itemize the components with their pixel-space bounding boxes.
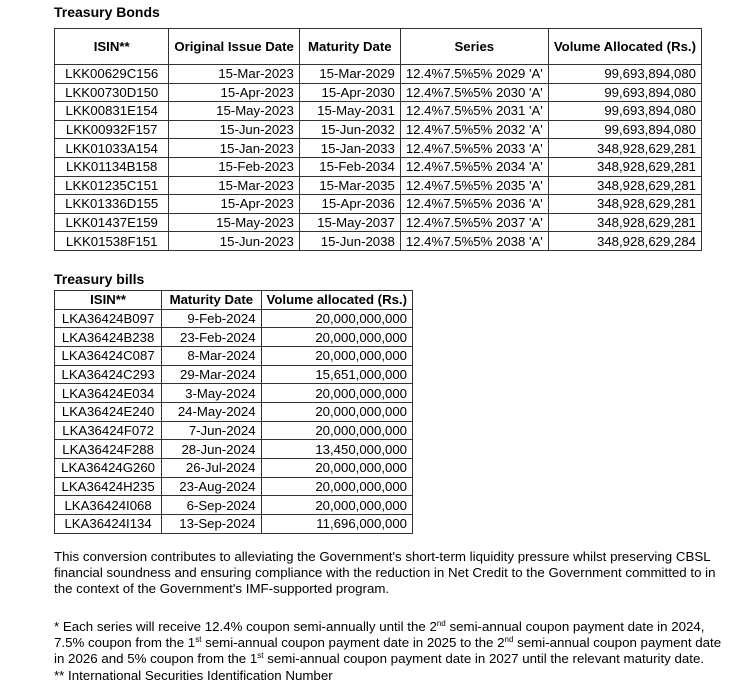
isin-cell: LKK01437E159 [55,213,169,232]
volume-allocated-cell: 348,928,629,284 [548,232,701,251]
isin-cell: LKA36424B238 [55,328,162,347]
original-issue-date-cell: 15-Jun-2023 [169,232,299,251]
isin-cell: LKK00730D150 [55,83,169,102]
header-maturity-date: Maturity Date [299,29,400,65]
bills-row [55,496,413,515]
series-cell: 12.4%7.5%5% 2033 'A' [400,139,548,158]
volume-allocated-cell: 20,000,000,000 [261,477,412,496]
header-isin: ISIN** [55,29,169,65]
isin-cell: LKK01336D155 [55,195,169,214]
bills-row [55,515,413,534]
series-cell: 12.4%7.5%5% 2032 'A' [400,120,548,139]
bills-row [55,440,413,459]
isin-cell: LKK00831E154 [55,102,169,121]
bills-row [55,365,413,384]
maturity-date-cell: 7-Jun-2024 [162,421,261,440]
header-volume-allocated: Volume allocated (Rs.) [261,291,412,310]
coupon-footnote: * Each series will receive 12.4% coupon semi-annually until the 2nd semi-annual coupon payment date in 2024, 7.5% coupon from the 1st semi-annual coupon payment date in 2025 to the 2nd semi-annual coupon payment date in 2026 and 5% coupon from the 1st semi-annual coupon payment date in 2027 until the relevant maturity date. [54,619,722,667]
volume-allocated-cell: 99,693,894,080 [548,65,701,84]
volume-allocated-cell: 20,000,000,000 [261,309,412,328]
original-issue-date-cell: 15-Feb-2023 [169,157,299,176]
bonds-header-row [55,29,702,65]
bonds-row [55,232,702,251]
volume-allocated-cell: 99,693,894,080 [548,120,701,139]
series-cell: 12.4%7.5%5% 2030 'A' [400,83,548,102]
isin-cell: LKA36424F288 [55,440,162,459]
isin-cell: LKA36424H235 [55,477,162,496]
series-cell: 12.4%7.5%5% 2038 'A' [400,232,548,251]
bonds-row [55,83,702,102]
maturity-date-cell: 15-Apr-2036 [299,195,400,214]
volume-allocated-cell: 348,928,629,281 [548,139,701,158]
bills-row [55,403,413,422]
original-issue-date-cell: 15-Jun-2023 [169,120,299,139]
maturity-date-cell: 6-Sep-2024 [162,496,261,515]
volume-allocated-cell: 20,000,000,000 [261,403,412,422]
volume-allocated-cell: 348,928,629,281 [548,195,701,214]
isin-cell: LKK01235C151 [55,176,169,195]
bills-row [55,477,413,496]
maturity-date-cell: 15-Apr-2030 [299,83,400,102]
series-cell: 12.4%7.5%5% 2035 'A' [400,176,548,195]
isin-cell: LKK01134B158 [55,157,169,176]
series-cell: 12.4%7.5%5% 2034 'A' [400,157,548,176]
isin-cell: LKK01033A154 [55,139,169,158]
volume-allocated-cell: 348,928,629,281 [548,176,701,195]
footnotes [54,619,734,684]
treasury-bonds-table [54,28,702,251]
original-issue-date-cell: 15-Apr-2023 [169,83,299,102]
volume-allocated-cell: 20,000,000,000 [261,384,412,403]
bonds-row [55,195,702,214]
header-volume-allocated: Volume Allocated (Rs.) [548,29,701,65]
header-original-issue-date: Original Issue Date [169,29,299,65]
maturity-date-cell: 15-Jun-2038 [299,232,400,251]
maturity-date-cell: 3-May-2024 [162,384,261,403]
maturity-date-cell: 15-Mar-2035 [299,176,400,195]
isin-cell: LKA36424I134 [55,515,162,534]
maturity-date-cell: 26-Jul-2024 [162,459,261,478]
treasury-bonds-title: Treasury Bonds [54,4,160,20]
bills-row [55,421,413,440]
bonds-row [55,102,702,121]
maturity-date-cell: 15-Mar-2029 [299,65,400,84]
treasury-bills-title: Treasury bills [54,271,145,287]
isin-cell: LKK00932F157 [55,120,169,139]
original-issue-date-cell: 15-May-2023 [169,213,299,232]
isin-cell: LKA36424G260 [55,459,162,478]
original-issue-date-cell: 15-Apr-2023 [169,195,299,214]
original-issue-date-cell: 15-Jan-2023 [169,139,299,158]
volume-allocated-cell: 11,696,000,000 [261,515,412,534]
volume-allocated-cell: 20,000,000,000 [261,459,412,478]
isin-cell: LKA36424C087 [55,346,162,365]
volume-allocated-cell: 20,000,000,000 [261,496,412,515]
maturity-date-cell: 15-May-2031 [299,102,400,121]
maturity-date-cell: 23-Aug-2024 [162,477,261,496]
maturity-date-cell: 9-Feb-2024 [162,309,261,328]
bonds-row [55,213,702,232]
maturity-date-cell: 15-Jan-2033 [299,139,400,158]
conversion-paragraph: This conversion contributes to alleviating the Government's short-term liquidity pressure whilst preserving CBSL financial soundness and ensuring compliance with the reduction in Net Credit to the Government committed to in the context of the Government's IMF-supported program. [54,549,716,597]
bills-row [55,346,413,365]
series-cell: 12.4%7.5%5% 2029 'A' [400,65,548,84]
bonds-row [55,157,702,176]
maturity-date-cell: 24-May-2024 [162,403,261,422]
series-cell: 12.4%7.5%5% 2031 'A' [400,102,548,121]
bonds-row [55,120,702,139]
isin-cell: LKA36424F072 [55,421,162,440]
bills-row [55,459,413,478]
bonds-row [55,65,702,84]
volume-allocated-cell: 13,450,000,000 [261,440,412,459]
volume-allocated-cell: 20,000,000,000 [261,421,412,440]
header-maturity-date: Maturity Date [162,291,261,310]
bonds-row [55,139,702,158]
bills-row [55,384,413,403]
header-isin: ISIN** [55,291,162,310]
maturity-date-cell: 29-Mar-2024 [162,365,261,384]
isin-cell: LKA36424B097 [55,309,162,328]
treasury-bills-table [54,290,413,534]
volume-allocated-cell: 15,651,000,000 [261,365,412,384]
volume-allocated-cell: 99,693,894,080 [548,102,701,121]
maturity-date-cell: 15-Jun-2032 [299,120,400,139]
maturity-date-cell: 23-Feb-2024 [162,328,261,347]
bills-row [55,309,413,328]
maturity-date-cell: 8-Mar-2024 [162,346,261,365]
volume-allocated-cell: 348,928,629,281 [548,213,701,232]
isin-cell: LKA36424E240 [55,403,162,422]
series-cell: 12.4%7.5%5% 2036 'A' [400,195,548,214]
bills-row [55,328,413,347]
isin-footnote: ** International Securities Identification Number [54,667,333,683]
bills-header-row [55,291,413,310]
header-series: Series [400,29,548,65]
maturity-date-cell: 13-Sep-2024 [162,515,261,534]
maturity-date-cell: 15-May-2037 [299,213,400,232]
original-issue-date-cell: 15-May-2023 [169,102,299,121]
volume-allocated-cell: 20,000,000,000 [261,328,412,347]
original-issue-date-cell: 15-Mar-2023 [169,65,299,84]
volume-allocated-cell: 99,693,894,080 [548,83,701,102]
isin-cell: LKK00629C156 [55,65,169,84]
isin-cell: LKA36424I068 [55,496,162,515]
isin-cell: LKA36424E034 [55,384,162,403]
maturity-date-cell: 28-Jun-2024 [162,440,261,459]
bonds-row [55,176,702,195]
isin-cell: LKA36424C293 [55,365,162,384]
isin-cell: LKK01538F151 [55,232,169,251]
volume-allocated-cell: 20,000,000,000 [261,346,412,365]
series-cell: 12.4%7.5%5% 2037 'A' [400,213,548,232]
volume-allocated-cell: 348,928,629,281 [548,157,701,176]
original-issue-date-cell: 15-Mar-2023 [169,176,299,195]
maturity-date-cell: 15-Feb-2034 [299,157,400,176]
